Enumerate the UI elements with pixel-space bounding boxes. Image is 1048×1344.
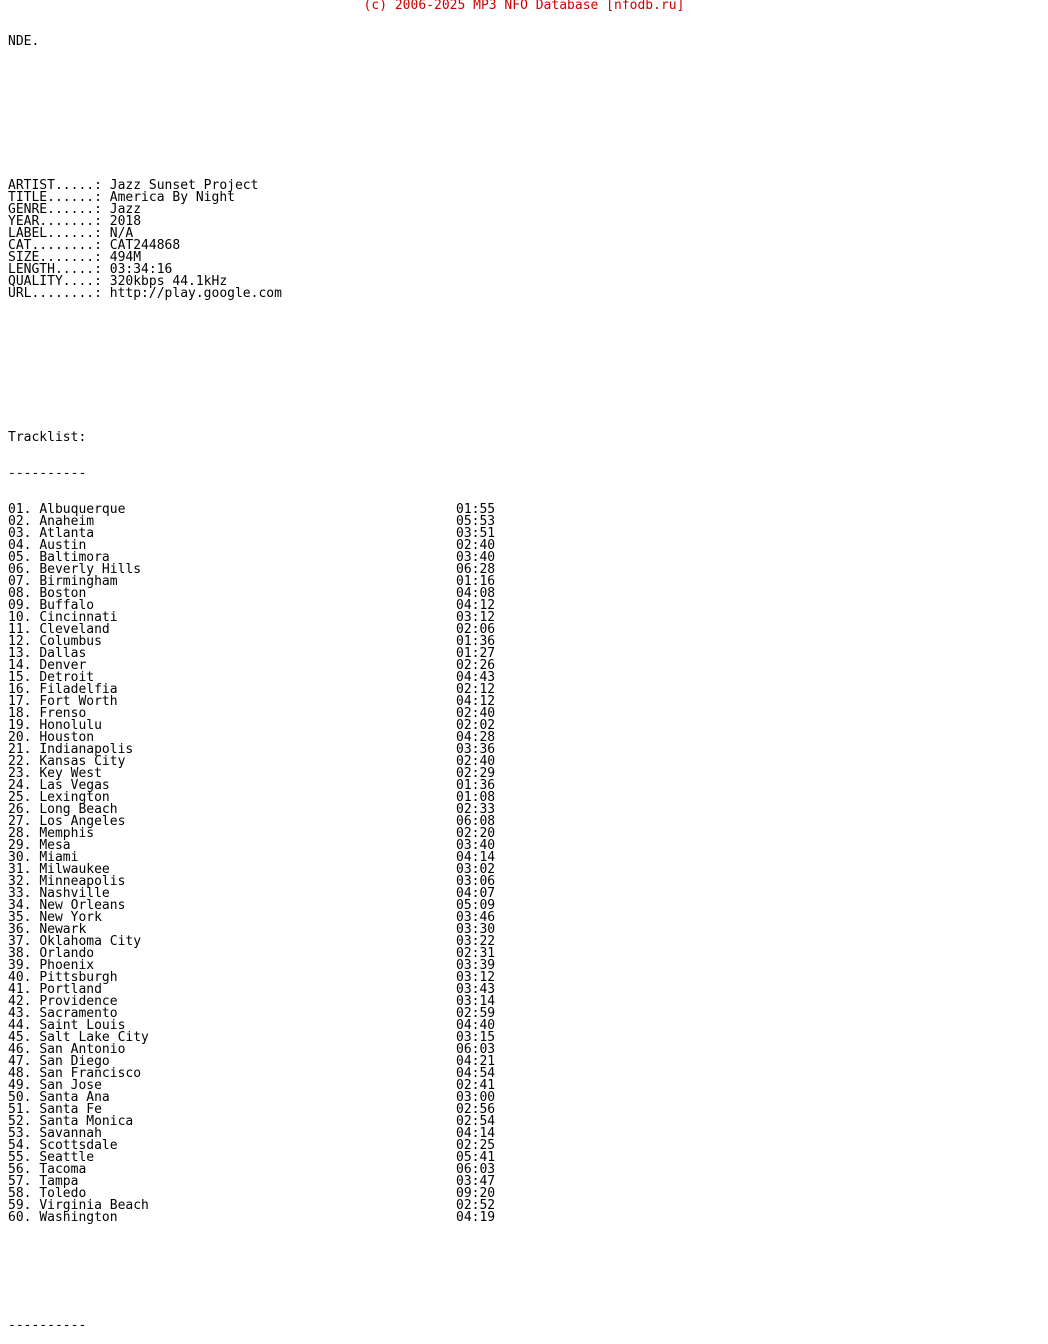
track-name: Kansas City: [39, 754, 126, 769]
track-name: Nashville: [39, 886, 110, 901]
track-duration: 02:54: [456, 1114, 496, 1129]
track-name: Cleveland: [39, 622, 110, 637]
track-name: Savannah: [39, 1126, 102, 1141]
track-number: 12.: [8, 634, 32, 649]
track-name: Memphis: [39, 826, 95, 841]
track-number: 34.: [8, 898, 32, 913]
track-number: 32.: [8, 874, 32, 889]
track-number: 40.: [8, 970, 32, 985]
track-name: Santa Ana: [39, 1090, 110, 1105]
track-name: Portland: [39, 982, 102, 997]
track-duration: 03:06: [456, 874, 496, 889]
track-number: 13.: [8, 646, 32, 661]
track-duration: 04:12: [456, 694, 496, 709]
track-number: 35.: [8, 910, 32, 925]
track-number: 15.: [8, 670, 32, 685]
track-name: Santa Monica: [39, 1114, 134, 1129]
release-group: NDE.: [8, 34, 40, 49]
track-duration: 03:47: [456, 1174, 496, 1189]
track-name: Newark: [39, 922, 87, 937]
track-number: 45.: [8, 1030, 32, 1045]
track-duration: 04:54: [456, 1066, 496, 1081]
track-name: Orlando: [39, 946, 95, 961]
track-name: Sacramento: [39, 1006, 118, 1021]
track-duration: 02:26: [456, 658, 496, 673]
track-name: Virginia Beach: [39, 1198, 149, 1213]
track-number: 09.: [8, 598, 32, 613]
track-number: 38.: [8, 946, 32, 961]
track-number: 59.: [8, 1198, 32, 1213]
track-duration: 01:36: [456, 778, 496, 793]
track-name: Santa Fe: [39, 1102, 102, 1117]
blank-line: [8, 72, 282, 84]
track-number: 11.: [8, 622, 32, 637]
track-number: 56.: [8, 1162, 32, 1177]
track-number: 30.: [8, 850, 32, 865]
blank-line: [8, 360, 282, 372]
info-key: GENRE......:: [8, 202, 102, 217]
track-number: 39.: [8, 958, 32, 973]
footer-separator: ----------: [8, 1318, 87, 1333]
track-duration: 04:40: [456, 1018, 496, 1033]
track-name: Filadelfia: [39, 682, 118, 697]
track-number: 52.: [8, 1114, 32, 1129]
track-name: Cincinnati: [39, 610, 118, 625]
track-duration: 04:14: [456, 1126, 496, 1141]
track-name: Baltimora: [39, 550, 110, 565]
track-number: 06.: [8, 562, 32, 577]
track-name: Indianapolis: [39, 742, 134, 757]
track-duration: 02:31: [456, 946, 496, 961]
info-key: SIZE.......:: [8, 250, 102, 265]
track-duration: 02:40: [456, 754, 496, 769]
track-name: Miami: [39, 850, 79, 865]
info-key: URL........:: [8, 286, 102, 301]
blank-line: [8, 1284, 282, 1296]
track-number: 24.: [8, 778, 32, 793]
track-number: 04.: [8, 538, 32, 553]
track-number: 18.: [8, 706, 32, 721]
track-duration: 02:56: [456, 1102, 496, 1117]
tracklist-heading: Tracklist:: [8, 430, 87, 445]
track-name: Albuquerque: [39, 502, 126, 517]
track-name: Dallas: [39, 646, 87, 661]
track-duration: 02:40: [456, 706, 496, 721]
track-number: 31.: [8, 862, 32, 877]
track-title: [8, 1212, 118, 1224]
track-number: 16.: [8, 682, 32, 697]
track-duration: 03:40: [456, 550, 496, 565]
track-duration: 06:08: [456, 814, 496, 829]
track-name: San Diego: [39, 1054, 110, 1069]
tracklist: [8, 502, 496, 1225]
track-duration: 02:02: [456, 718, 496, 733]
track-duration: 04:43: [456, 670, 496, 685]
track-number: 47.: [8, 1054, 32, 1069]
blank-line: [8, 396, 282, 408]
track-number: 02.: [8, 514, 32, 529]
info-value: Jazz: [109, 202, 142, 217]
track-duration: 09:20: [456, 1186, 496, 1201]
track-number: 41.: [8, 982, 32, 997]
info-key: TITLE......:: [8, 190, 102, 205]
track-duration: 01:27: [456, 646, 496, 661]
track-name: San Antonio: [39, 1042, 126, 1057]
track-number: 17.: [8, 694, 32, 709]
site-copyright-header: (c) 2006-2025 MP3 NFO Database [nfodb.ru]: [363, 0, 685, 13]
track-name: Minneapolis: [39, 874, 126, 889]
track-duration: 03:40: [456, 838, 496, 853]
track-duration: 03:36: [456, 742, 496, 757]
track-name: Beverly Hills: [39, 562, 142, 577]
track-duration: 03:43: [456, 982, 496, 997]
track-number: 25.: [8, 790, 32, 805]
track-name: Tampa: [39, 1174, 79, 1189]
track-number: 42.: [8, 994, 32, 1009]
track-duration: 03:39: [456, 958, 496, 973]
release-info: [8, 180, 282, 300]
track-name: San Jose: [39, 1078, 102, 1093]
track-duration: 02:59: [456, 1006, 496, 1021]
track-duration: 06:03: [456, 1042, 496, 1057]
track-number: 37.: [8, 934, 32, 949]
track-name: Atlanta: [39, 526, 95, 541]
track-name: Phoenix: [39, 958, 95, 973]
track-duration: 02:29: [456, 766, 496, 781]
track-duration: 04:28: [456, 730, 496, 745]
track-number: 03.: [8, 526, 32, 541]
track-duration: 01:08: [456, 790, 496, 805]
track-duration: 03:30: [456, 922, 496, 937]
track-name: Birmingham: [39, 574, 118, 589]
track-row: [8, 1210, 496, 1225]
info-key: CAT........:: [8, 238, 102, 253]
track-name: Boston: [39, 586, 87, 601]
track-duration: 02:06: [456, 622, 496, 637]
track-name: Seattle: [39, 1150, 95, 1165]
info-key: YEAR.......:: [8, 214, 102, 229]
track-duration: 04:21: [456, 1054, 496, 1069]
track-number: 19.: [8, 718, 32, 733]
info-key: LENGTH.....:: [8, 262, 102, 277]
track-number: 60.: [8, 1210, 32, 1225]
track-duration: 03:02: [456, 862, 496, 877]
info-value: CAT244868: [109, 238, 181, 253]
track-name: New Orleans: [39, 898, 126, 913]
track-duration: 04:12: [456, 598, 496, 613]
track-number: 27.: [8, 814, 32, 829]
track-number: 48.: [8, 1066, 32, 1081]
track-duration: 03:51: [456, 526, 496, 541]
track-number: 23.: [8, 766, 32, 781]
track-name: Denver: [39, 658, 87, 673]
info-value: 03:34:16: [109, 262, 173, 277]
info-key: ARTIST.....:: [8, 178, 102, 193]
track-name: Honolulu: [39, 718, 102, 733]
blank-line: [8, 1248, 282, 1260]
track-duration: 05:09: [456, 898, 496, 913]
track-name: Washington: [39, 1210, 118, 1225]
track-number: 54.: [8, 1138, 32, 1153]
track-number: 08.: [8, 586, 32, 601]
track-duration: 01:16: [456, 574, 496, 589]
track-number: 58.: [8, 1186, 32, 1201]
track-duration: 05:41: [456, 1150, 496, 1165]
track-name: Pittsburgh: [39, 970, 118, 985]
track-duration: 04:19: [456, 1210, 496, 1225]
blank-line: [8, 108, 282, 120]
track-number: 29.: [8, 838, 32, 853]
track-duration: 02:33: [456, 802, 496, 817]
track-name: Houston: [39, 730, 95, 745]
track-name: San Francisco: [39, 1066, 142, 1081]
track-duration: 06:03: [456, 1162, 496, 1177]
track-number: 26.: [8, 802, 32, 817]
track-duration: 01:55: [456, 502, 496, 517]
track-number: 20.: [8, 730, 32, 745]
info-key: LABEL......:: [8, 226, 102, 241]
track-number: 33.: [8, 886, 32, 901]
track-name: Providence: [39, 994, 118, 1009]
track-name: Anaheim: [39, 514, 95, 529]
track-name: Mesa: [39, 838, 71, 853]
tracklist-separator: ----------: [8, 466, 87, 481]
track-name: Key West: [39, 766, 102, 781]
track-duration: 02:41: [456, 1078, 496, 1093]
track-number: 10.: [8, 610, 32, 625]
track-duration: 03:14: [456, 994, 496, 1009]
track-name: Buffalo: [39, 598, 95, 613]
track-duration: 02:12: [456, 682, 496, 697]
track-name: New York: [39, 910, 102, 925]
track-number: 14.: [8, 658, 32, 673]
info-row: [8, 288, 282, 300]
track-number: 22.: [8, 754, 32, 769]
track-name: Columbus: [39, 634, 102, 649]
info-value: America By Night: [109, 190, 235, 205]
track-name: Milwaukee: [39, 862, 110, 877]
track-number: 55.: [8, 1150, 32, 1165]
track-number: 01.: [8, 502, 32, 517]
track-number: 36.: [8, 922, 32, 937]
track-number: 43.: [8, 1006, 32, 1021]
track-name: Toledo: [39, 1186, 87, 1201]
track-name: Tacoma: [39, 1162, 87, 1177]
track-name: Los Angeles: [39, 814, 126, 829]
info-value: N/A: [109, 226, 134, 241]
nfo-document: [8, 12, 496, 1344]
track-duration: 04:14: [456, 850, 496, 865]
track-name: Lexington: [39, 790, 110, 805]
track-number: 51.: [8, 1102, 32, 1117]
track-duration: 03:15: [456, 1030, 496, 1045]
track-number: 44.: [8, 1018, 32, 1033]
track-duration: 03:12: [456, 610, 496, 625]
track-duration: 06:28: [456, 562, 496, 577]
track-name: Saint Louis: [39, 1018, 126, 1033]
info-value: Jazz Sunset Project: [109, 178, 259, 193]
info-value: 494M: [109, 250, 142, 265]
track-duration: 02:52: [456, 1198, 496, 1213]
info-value: 2018: [109, 214, 142, 229]
track-name: Scottsdale: [39, 1138, 118, 1153]
track-name: Oklahoma City: [39, 934, 142, 949]
track-duration: 05:53: [456, 514, 496, 529]
track-duration: 03:12: [456, 970, 496, 985]
info-value: http://play.google.com: [109, 286, 282, 301]
blank-line: [8, 144, 282, 156]
track-name: Salt Lake City: [39, 1030, 149, 1045]
track-duration: 01:36: [456, 634, 496, 649]
track-duration: 03:22: [456, 934, 496, 949]
track-duration: 04:08: [456, 586, 496, 601]
info-key: QUALITY....:: [8, 274, 102, 289]
track-name: Las Vegas: [39, 778, 110, 793]
track-duration: 03:46: [456, 910, 496, 925]
track-number: 50.: [8, 1090, 32, 1105]
track-name: Fort Worth: [39, 694, 118, 709]
blank-line: [8, 324, 282, 336]
track-duration: 02:25: [456, 1138, 496, 1153]
track-name: Detroit: [39, 670, 95, 685]
track-number: 07.: [8, 574, 32, 589]
track-duration: 03:00: [456, 1090, 496, 1105]
track-duration: 02:40: [456, 538, 496, 553]
track-name: Long Beach: [39, 802, 118, 817]
track-number: 49.: [8, 1078, 32, 1093]
track-duration: 04:07: [456, 886, 496, 901]
info-value: 320kbps 44.1kHz: [109, 274, 228, 289]
track-duration: 02:20: [456, 826, 496, 841]
track-name: Frenso: [39, 706, 87, 721]
track-name: Austin: [39, 538, 87, 553]
track-number: 46.: [8, 1042, 32, 1057]
track-number: 57.: [8, 1174, 32, 1189]
track-number: 21.: [8, 742, 32, 757]
track-number: 53.: [8, 1126, 32, 1141]
track-number: 28.: [8, 826, 32, 841]
track-number: 05.: [8, 550, 32, 565]
